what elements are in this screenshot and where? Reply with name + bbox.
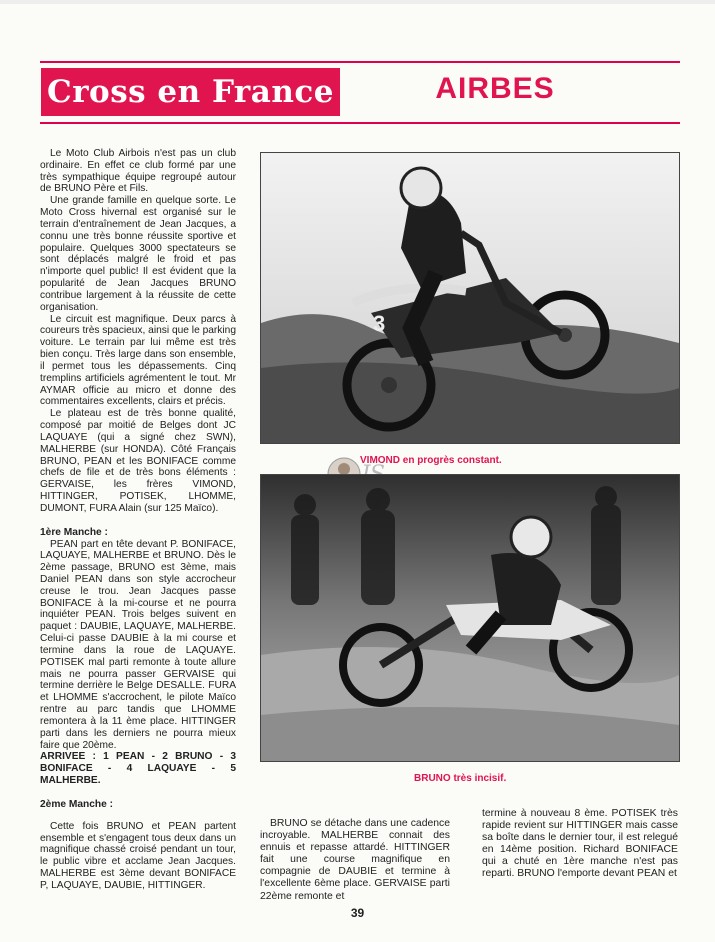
arrivee-result: ARRIVEE : 1 PEAN - 2 BRUNO - 3 BONIFACE - 4 LAQUAYE - 5 MALHERBE. <box>40 751 236 787</box>
section-title: Cross en France <box>41 68 340 116</box>
paragraph: BRUNO se détache dans une cadence incroyable. MALHERBE connait des ennuis et repasse attardé. HITTINGER fait une course magnifique en compagnie de DAUBIE et termine à l'excellente 6ème place. GERVAISE parti 22ème remonte et <box>260 818 450 902</box>
photo-bruno <box>260 474 680 762</box>
paragraph: Cette fois BRUNO et PEAN partent ensemble et s'engagent tous deux dans un magnifique chassé croisé pendant un tour, le public vibre et acclame Jean Jacques. MALHERBE est 3ème devant BONIFACE P, LAQUAYE, DAUBIE, HITTINGER. <box>40 820 236 891</box>
paragraph: termine à nouveau 8 ème. POTISEK très rapide revient sur HITTINGER mais casse sa boîte dans le dernier tour, il est relegué en 14ème position. Richard BONIFACE qui a chuté en 1ère manche n'est pas reparti. BRUNO l'emporte devant PEAN et <box>482 808 678 880</box>
manche2-heading: 2ème Manche : <box>40 798 114 810</box>
paragraph: Le plateau est de très bonne qualité, composé par moitié de Belges dont JC LAQUAYE (qui a signé chez SWN), MALHERBE (sur HONDA). Côté Français BRUNO, PEAN et les BONIFACE comme chefs de file et de très bons éléments : GERVAISE, les frères VIMOND, HITTINGER, POTISEK, LHOMME, DUMONT, FURA Alain (sur 125 Maïco). <box>40 408 236 514</box>
page-top-edge <box>0 0 715 4</box>
header-rule-bottom <box>40 122 680 124</box>
header-rule-top <box>40 61 680 63</box>
manche1-heading: 1ère Manche : <box>40 526 108 538</box>
right-column <box>482 808 678 881</box>
paragraph: PEAN part en tête devant P. BONIFACE, LAQUAYE, MALHERBE et BRUNO. Dès le 2ème passage, BRUNO est 3ème, mais Daniel PEAN dans son style accrocheur creuse le trou. Jean Jacques passe BONIFACE à la mi-course et ne pourra inquiéter PEAN. Trois belges suivent en paquet : DAUBIE, LAQUAYE, MALHERBE. Celui-ci passe DAUBIE à la mi course et termine dans la roue de LAQUAYE. POTISEK mal parti remonte à toute allure mais ne pourra passer GERVAISE qui termine derrière le Belge DESALLE. FURA et LHOMME s'accrochent, le pilote Maïco rentre au parc tandis que LHOMME remontera à la 11 ème place. HITTINGER parti dans les derniers ne pourra mieux faire que 20ème. <box>40 538 236 751</box>
photo-vimond <box>260 152 680 444</box>
paragraph: Une grande famille en quelque sorte. Le Moto Cross hivernal est organisé sur le terrain d'entraînement de Jean Jacques, a connu une très bonne réussite sportive et populaire. Quelques 3000 spectateurs se sont déplacés malgré le froid et pas n'importe quel public! Il est évident que la popularité de Jean Jacques BRUNO contribue largement à la réussite de cette organisation. <box>40 195 236 313</box>
article-title: AIRBES <box>435 72 555 105</box>
paragraph: Le Moto Club Airbois n'est pas un club ordinaire. En effet ce club formé par une très sympathique équipe regroupé autour de BRUNO Père et Fils. <box>40 148 236 195</box>
rider-number: 3 <box>373 311 386 336</box>
caption-top-photo: VIMOND en progrès constant. <box>360 455 502 466</box>
page-number: 39 <box>350 906 365 920</box>
paragraph: Le circuit est magnifique. Deux parcs à coureurs très spacieux, ainsi que le parking voiture. Le terrain par lui même est très bien conçu. Très large dans son ensemble, il permet tous les dépassements. Cinq tremplins artificiels agrémentent le tout. Mr AYMAR officie au micro et donne des commentaires excellents, clairs et précis. <box>40 313 236 408</box>
left-column <box>40 148 236 892</box>
middle-column <box>260 818 450 903</box>
caption-bottom-photo: BRUNO très incisif. <box>414 773 507 784</box>
